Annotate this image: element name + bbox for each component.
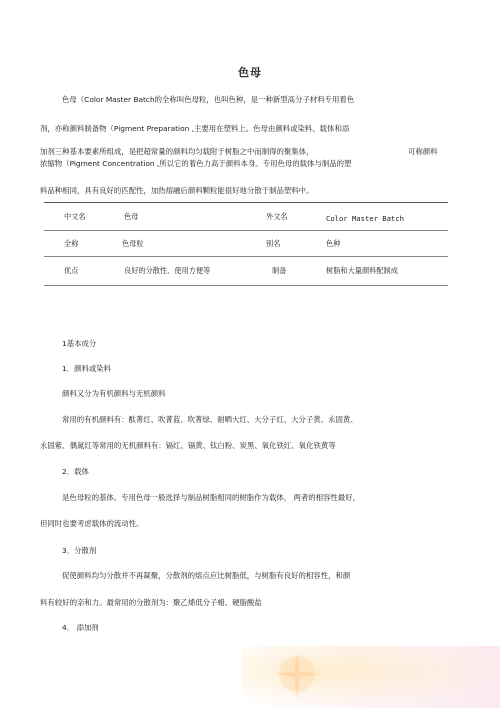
page-title: 色母 [238, 66, 262, 79]
intro-line-3: 加剂三种基本要素所组成，是把超常量的颜料均匀载附于树脂之中而制得的聚集体， [40, 147, 314, 156]
subsection-heading: 1．颜料或染料 [62, 364, 112, 373]
paragraph: 永固紫、偶氮红等常用的无机颜料有：镉红、镉黄、钛白粉、炭黑、氧化铁红、氧化铁黄等 [40, 441, 336, 450]
table-cell: 树脂和大量颜料配制成 [326, 266, 398, 275]
table-cell: 外文名 [266, 212, 288, 221]
paragraph: 料有较好的亲和力。最常用的分散剂为：聚乙烯低分子蜡、硬脂酸盐 [40, 598, 262, 607]
table-cell: Color Master Batch [326, 214, 404, 223]
paragraph: 促使颜料均匀分散并不再凝聚，分散剂的熔点应比树脂低，与树脂有良好的相容性，和颜 [62, 571, 351, 580]
paragraph: 常用的有机颜料有：酞菁红、吹菁蓝、吹菁绿、耐晒大红、大分子红、大分子黄、永固黄、 [62, 415, 358, 424]
table-cell: 制备 [272, 266, 287, 275]
intro-line-4: 浓缩物（Pigment Concentration ,所以它的着色力高于颜料本身。专用色母的载体与制品的塑 [40, 159, 352, 168]
paragraph: 但同时也要考虑载体的流动性。 [40, 519, 144, 528]
sparkle-icon [252, 646, 342, 708]
table-cell: 优点 [64, 266, 79, 275]
table-cell: 别名 [266, 239, 281, 248]
table-cell: 色母 [124, 212, 139, 221]
paragraph: 是色母粒的基体。专用色母一般选择与制品树脂相同的树脂作为载体， 两者的相容性最好， [62, 493, 360, 502]
subsection-heading: 3．分散剂 [62, 546, 97, 555]
table-cell: 色母粒 [122, 239, 144, 248]
intro-line-5: 料品种相同，具有良好的匹配性，加热熔融后颜料颗粒能很好地分散于制品塑料中。 [40, 186, 314, 195]
subsection-heading: 2．载体 [62, 467, 89, 476]
table-cell: 全称 [64, 239, 79, 248]
intro-line-2: 剂，亦称颜料制备物（Pigment Preparation ,主要用在塑料上。色母由颜料或染料、载体和添 [40, 124, 350, 133]
table-cell: 良好的分散性、使用方便等 [124, 266, 211, 275]
table-cell: 色种 [326, 239, 341, 248]
table-cell: 中文名 [64, 212, 86, 221]
paragraph: 颜料又分为有机颜料与无机颜料 [62, 389, 166, 398]
subsection-heading: 4． 添加剂 [62, 623, 99, 632]
watermark-decoration [242, 646, 500, 708]
intro-line-3-end: 可称颜料 [408, 147, 438, 156]
intro-line-1: 色母（Color Master Batch的全称叫色母粒，也叫色种，是一种新型高分子材料专用着色 [62, 95, 355, 104]
section-heading: 1基本成分 [62, 339, 97, 348]
